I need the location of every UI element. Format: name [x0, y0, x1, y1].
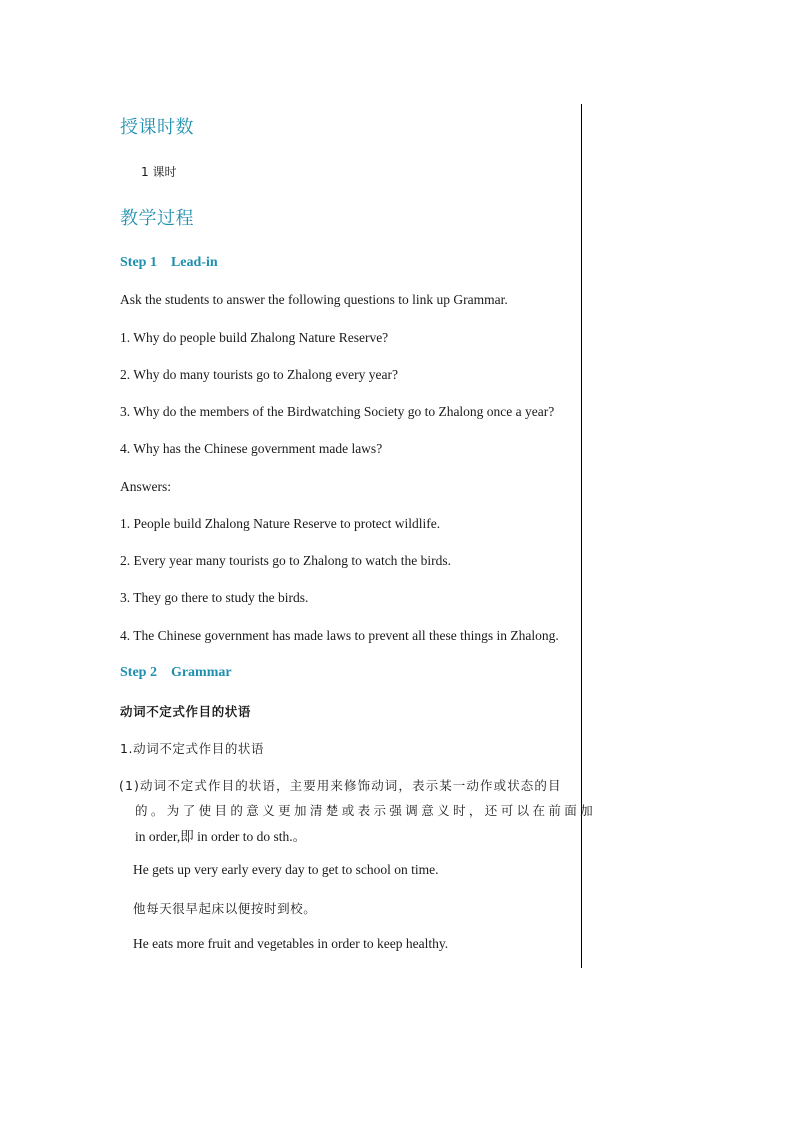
step2-label: Step 2 — [120, 665, 157, 680]
grammar-point-title: 1.动词不定式作目的状语 — [120, 741, 265, 756]
step2-name: Grammar — [170, 665, 232, 680]
hours-value: 1 课时 — [141, 165, 177, 179]
step2-heading — [120, 665, 232, 681]
answer-4: 4. The Chinese government has made laws to prevent all these things in Zhalong. — [120, 628, 559, 643]
example-1-translation: 他每天很早起床以便按时到校。 — [133, 901, 317, 916]
grammar-topic: 动词不定式作目的状语 — [120, 704, 252, 719]
question-3: 3. Why do the members of the Birdwatching Society go to Zhalong once a year? — [120, 404, 555, 419]
question-4: 4. Why has the Chinese government made laws? — [120, 441, 383, 456]
answer-2: 2. Every year many tourists go to Zhalong to watch the birds. — [120, 553, 452, 568]
answers-label: Answers: — [120, 479, 171, 494]
question-2: 2. Why do many tourists go to Zhalong every year? — [120, 367, 398, 382]
answer-1: 1. People build Zhalong Nature Reserve to protect wildlife. — [120, 516, 441, 531]
example-2: He eats more fruit and vegetables in order to keep healthy. — [133, 936, 449, 951]
process-heading: 教学过程 — [120, 208, 194, 229]
step1-heading — [120, 255, 218, 271]
rule-line-1: (1)动词不定式作目的状语，主要用来修饰动词，表示某一动作或状态的目 — [119, 778, 562, 793]
step1-label: Step 1 — [120, 255, 157, 270]
rule-line-3: in order,即 in order to do sth.。 — [135, 829, 307, 844]
answer-3: 3. They go there to study the birds. — [120, 590, 309, 605]
question-1: 1. Why do people build Zhalong Nature Reserve? — [120, 330, 389, 345]
example-1: He gets up very early every day to get to school on time. — [133, 862, 439, 877]
hours-heading: 授课时数 — [120, 117, 194, 138]
step1-intro: Ask the students to answer the following questions to link up Grammar. — [120, 292, 508, 307]
step1-name: Lead-in — [170, 255, 218, 270]
margin-rule — [581, 104, 582, 968]
rule-line-2: 的。为了使目的意义更加清楚或表示强调意义时，还可以在前面加 — [135, 803, 597, 818]
